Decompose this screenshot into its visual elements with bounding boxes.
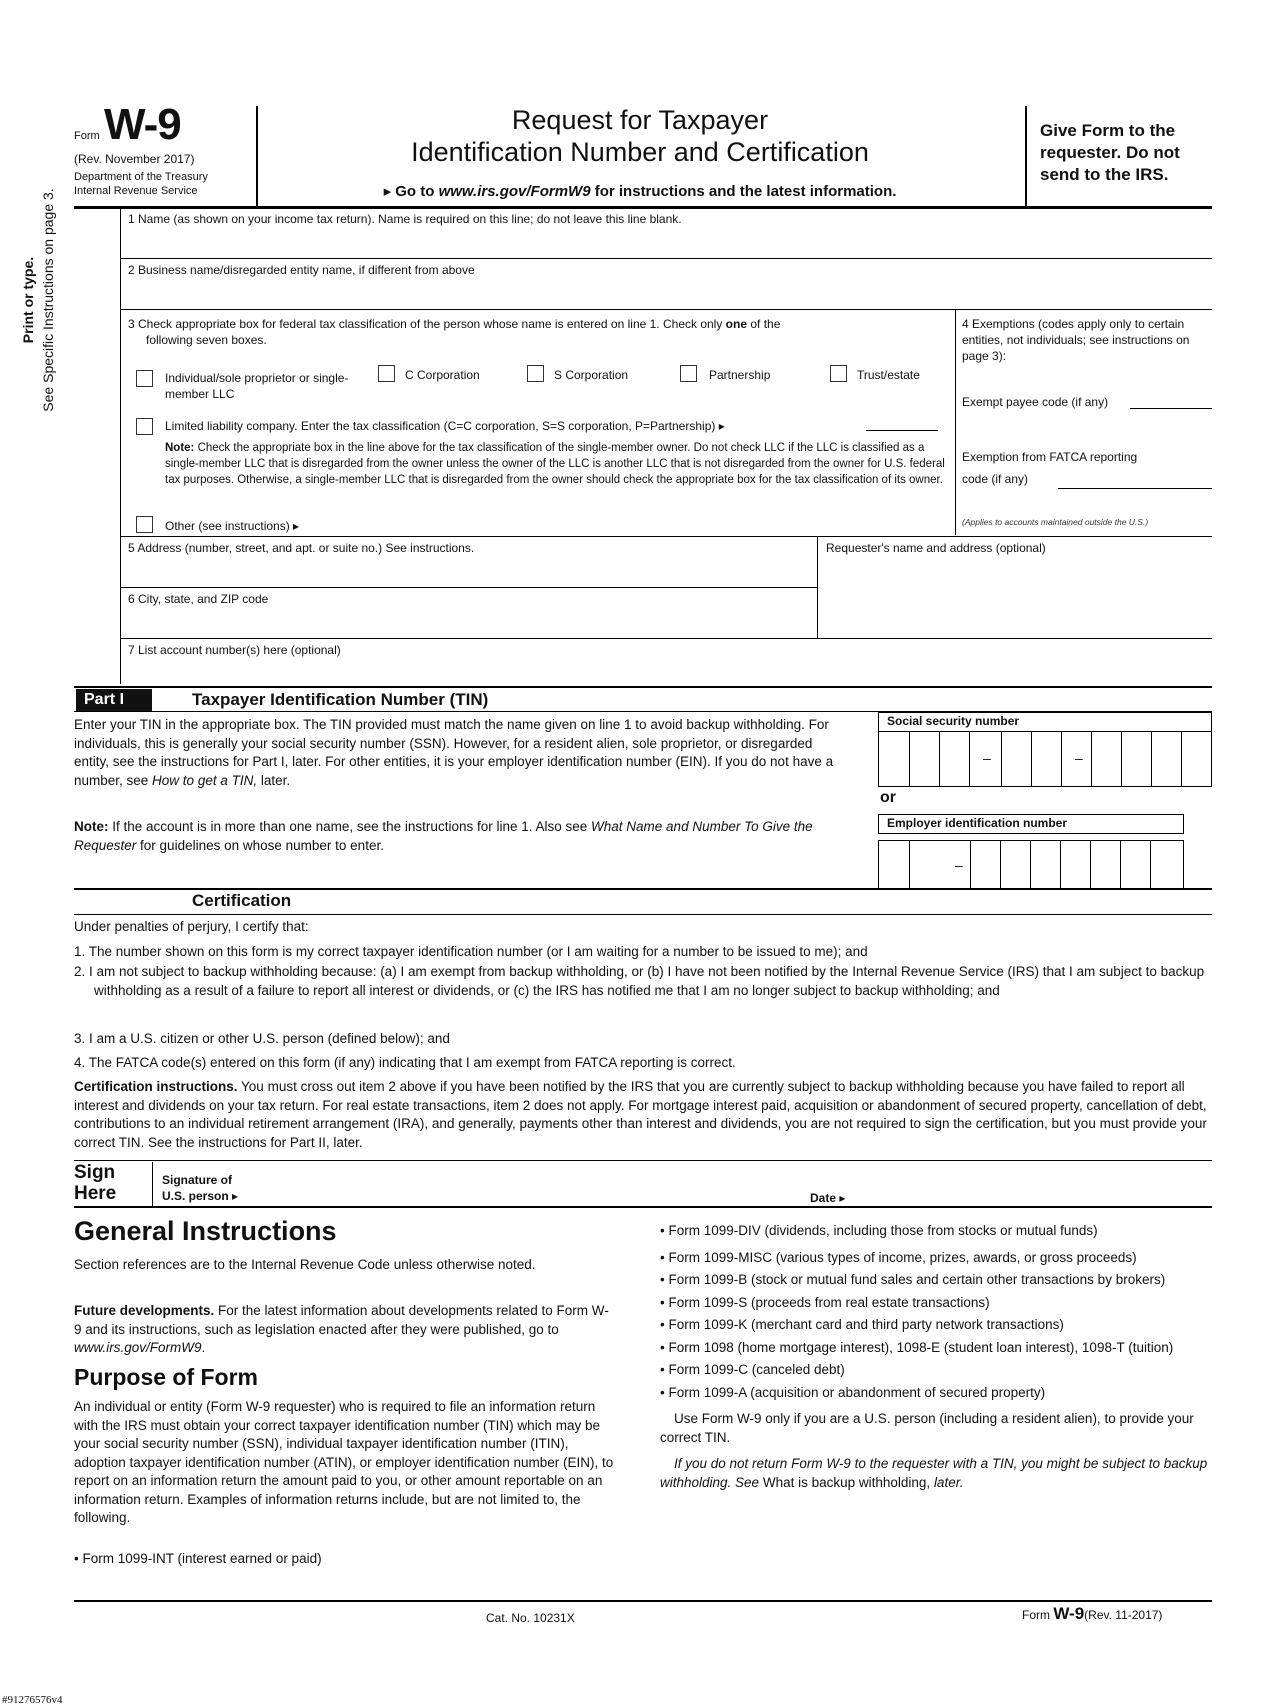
llc-classification-field[interactable] (866, 430, 938, 431)
exempt-payee-field[interactable] (1130, 408, 1212, 409)
partnership-checkbox[interactable] (680, 365, 697, 382)
ein-field[interactable] (878, 840, 1184, 888)
ssn-field[interactable] (878, 732, 1212, 787)
requester-field[interactable] (820, 556, 1210, 636)
department-label: Department of the Treasury (74, 171, 208, 183)
exemptions-title: 4 Exemptions (codes apply only to certain entities, not individuals; see instructions on page 3): (962, 317, 1190, 363)
part1-note: Note: If the account is in more than one name, see the instructions for line 1. Also see What Name and Number To Give the Requester for guidelines on whose number to enter. (74, 819, 813, 853)
ssn-dash-2: – (1075, 750, 1083, 766)
bullet-1099-s: • Form 1099-S (proceeds from real estate transactions) (660, 1294, 990, 1310)
individual-label: Individual/sole proprietor or single-member LLC (165, 371, 349, 401)
bullet-1099-div: • Form 1099-DIV (dividends, including those from stocks or mutual funds) (660, 1223, 1098, 1238)
ssn-dash-1: – (983, 750, 991, 766)
bullet-1099-k: • Form 1099-K (merchant card and third party network transactions) (660, 1317, 1064, 1332)
line1-name-field[interactable] (122, 226, 1212, 256)
bullet-1099-b: • Form 1099-B (stock or mutual fund sales and certain other transactions by brokers) (660, 1272, 1166, 1287)
give-form-note: Give Form to the requester. Do not send to the IRS. (1040, 121, 1180, 184)
trust-checkbox[interactable] (830, 365, 847, 382)
line2-label: 2 Business name/disregarded entity name, if different from above (128, 263, 475, 277)
future-url-link[interactable]: www.irs.gov/FormW9 (74, 1340, 202, 1355)
bullet-1099-c: • Form 1099-C (canceled debt) (660, 1362, 845, 1377)
bullet-1098: • Form 1098 (home mortgage interest), 1098-E (student loan interest), 1098-T (tuition) (660, 1339, 1174, 1355)
cert-item4: 4. The FATCA code(s) entered on this form (if any) indicating that I am exempt from FATCA reporting is correct. (74, 1055, 736, 1070)
part1-badge: Part I (76, 689, 152, 711)
c-corp-label: C Corporation (405, 368, 480, 382)
goto-instructions (258, 182, 1022, 200)
line3-label: 3 Check appropriate box for federal tax classification of the person whose name is entered on line 1. Check only one of the following seven boxes. (128, 317, 781, 347)
ssn-label-box (878, 712, 1212, 732)
other-checkbox[interactable] (136, 516, 153, 533)
form-title-line1: Request for Taxpayer (511, 105, 769, 135)
cert-item3: 3. I am a U.S. citizen or other U.S. person (defined below); and (74, 1031, 450, 1046)
line1-label: 1 Name (as shown on your income tax return). Name is required on this line; do not leave this line blank. (128, 212, 682, 226)
llc-note: Note: Check the appropriate box in the line above for the tax classification of the single-member owner. Do not check LLC if the LLC is classified as a single-member LLC that is disregarded from the owner unless the owner of the LLC is another LLC that is not disregarded from the owner for U.S. federal tax purposes. Otherwise, a single-member LLC that is disregarded from the owner should check the appropriate box for the tax classification of its owner. (165, 442, 945, 486)
signature-label: Signature of U.S. person ▸ (162, 1173, 239, 1203)
sign-here-label: Sign Here (74, 1162, 117, 1204)
goto-url[interactable]: www.irs.gov/FormW9 (438, 183, 591, 200)
catalog-number: Cat. No. 10231X (486, 1611, 575, 1625)
ein-label: Employer identification number (887, 816, 1068, 830)
ein-label-box (878, 814, 1184, 834)
c-corp-checkbox[interactable] (378, 365, 395, 382)
side-instructions (18, 130, 58, 470)
certification-title: Certification (192, 891, 292, 910)
ein-dash: – (955, 857, 963, 873)
purpose-text: An individual or entity (Form W-9 requester) who is required to file an information return with the IRS must obtain your correct taxpayer identification number (TIN) which may be your social security number (SSN), individual taxpayer identification number (ITIN), adoption taxpayer identification number (ATIN), or employer identification number (EIN), to report on an information return the amount paid to you, or other amount reportable on an information return. Examples of information returns include, but are not limited to, the following. (74, 1399, 614, 1525)
fatca-code-field[interactable] (1058, 488, 1212, 489)
other-label: Other (see instructions) ▸ (165, 519, 300, 533)
cert-item1: 1. The number shown on this form is my correct taxpayer identification number (or I am waiting for a number to be issued to me); and (74, 944, 868, 959)
future-developments: Future developments. For the latest information about developments related to Form W-9 and its instructions, such as legislation enacted after they were published, go to www.irs.gov/FormW9. (74, 1303, 609, 1355)
line7-label: 7 List account number(s) here (optional) (128, 643, 341, 657)
bullet-1099-a: • Form 1099-A (acquisition or abandonment of secured property) (660, 1384, 1046, 1400)
use-form-note: Use Form W-9 only if you are a U.S. person (including a resident alien), to provide your correct TIN. (660, 1411, 1194, 1445)
form-title-line2: Identification Number and Certification (411, 137, 869, 167)
if-not-return-note: If you do not return Form W-9 to the requester with a TIN, you might be subject to backup withholding. See What is backup withholding, later. (660, 1456, 1208, 1490)
fatca-label: Exemption from FATCA reporting code (if any) (962, 450, 1138, 486)
llc-label: Limited liability company. Enter the tax classification (C=C corporation, S=S corporation, P=Partnership) ▸ (165, 419, 725, 433)
line6-city-field[interactable] (122, 606, 812, 636)
goto-prefix: ▸ Go to (383, 183, 439, 200)
document-id: #91276576v4 (2, 1694, 63, 1706)
part1-title: Taxpayer Identification Number (TIN) (192, 690, 489, 709)
cert-item2: 2. I am not subject to backup withholding because: (a) I am exempt from backup withholding, or (b) I have not been notified by the Internal Revenue Service (IRS) that I am subject to backup withholding as a result of a failure to report all interest or dividends, or (c) the IRS has notified me that I am no longer subject to backup withholding; and (74, 964, 1205, 998)
or-label: or (880, 789, 896, 806)
form-name: W-9 (104, 100, 181, 149)
right-bullets (660, 1222, 1210, 1492)
part1-instructions: Enter your TIN in the appropriate box. The TIN provided must match the name given on line 1 to avoid backup withholding. For individuals, this is generally your social security number (SSN). However, for a resident alien, sole proprietor, or disregarded entity, see the instructions for Part I, later. For other entities, it is your employer identification number (EIN). If you do not have a number, see How to get a TIN, later. (74, 717, 834, 788)
form-title (258, 104, 1022, 168)
ssn-label: Social security number (887, 714, 1020, 728)
form-label: Form (74, 130, 100, 142)
line5-address-field[interactable] (122, 556, 812, 586)
line5-label: 5 Address (number, street, and apt. or suite no.) See instructions. (128, 541, 475, 555)
exempt-payee-label: Exempt payee code (if any) (962, 395, 1109, 409)
bullet-1099-misc: • Form 1099-MISC (various types of income, prizes, awards, or gross proceeds) (660, 1249, 1137, 1265)
signature-field[interactable] (270, 1166, 800, 1204)
irs-label: Internal Revenue Service (74, 185, 198, 197)
date-field[interactable] (860, 1166, 1210, 1204)
general-instructions-title: General Instructions (74, 1216, 337, 1246)
see-specific-label: See Specific Instructions on page 3. (40, 188, 56, 412)
s-corp-checkbox[interactable] (527, 365, 544, 382)
s-corp-label: S Corporation (554, 368, 629, 382)
section-references: Section references are to the Internal Revenue Code unless otherwise noted. (74, 1257, 536, 1272)
partnership-label: Partnership (709, 368, 771, 382)
line6-label: 6 City, state, and ZIP code (128, 592, 269, 606)
print-or-type-label: Print or type. (20, 256, 36, 344)
requester-label: Requester's name and address (optional) (826, 541, 1046, 555)
date-label: Date ▸ (810, 1191, 846, 1205)
llc-checkbox[interactable] (136, 418, 153, 435)
cert-intro: Under penalties of perjury, I certify that: (74, 919, 309, 934)
line2-business-field[interactable] (122, 278, 1212, 308)
line7-account-field[interactable] (122, 656, 1212, 684)
purpose-title: Purpose of Form (74, 1364, 259, 1390)
footer-form-id: Form W-9(Rev. 11-2017) (1022, 1604, 1163, 1623)
individual-checkbox[interactable] (136, 370, 153, 387)
bullet-1099-int: • Form 1099-INT (interest earned or paid) (74, 1551, 322, 1566)
cert-instructions: Certification instructions. You must cross out item 2 above if you have been notified by the IRS that you are currently subject to backup withholding because you have failed to report all interest and dividends on your tax return. For real estate transactions, item 2 does not apply. For mortgage interest paid, acquisition or abandonment of secured property, cancellation of debt, contributions to an individual retirement arrangement (IRA), and generally, payments other than interest and dividends, you are not required to sign the certification, but you must provide your correct TIN. See the instructions for Part II, later. (74, 1079, 1207, 1150)
form-revision: (Rev. November 2017) (74, 152, 195, 166)
trust-label: Trust/estate (857, 368, 920, 382)
applies-note: (Applies to accounts maintained outside the U.S.) (962, 517, 1149, 527)
goto-suffix: for instructions and the latest information. (590, 183, 897, 200)
